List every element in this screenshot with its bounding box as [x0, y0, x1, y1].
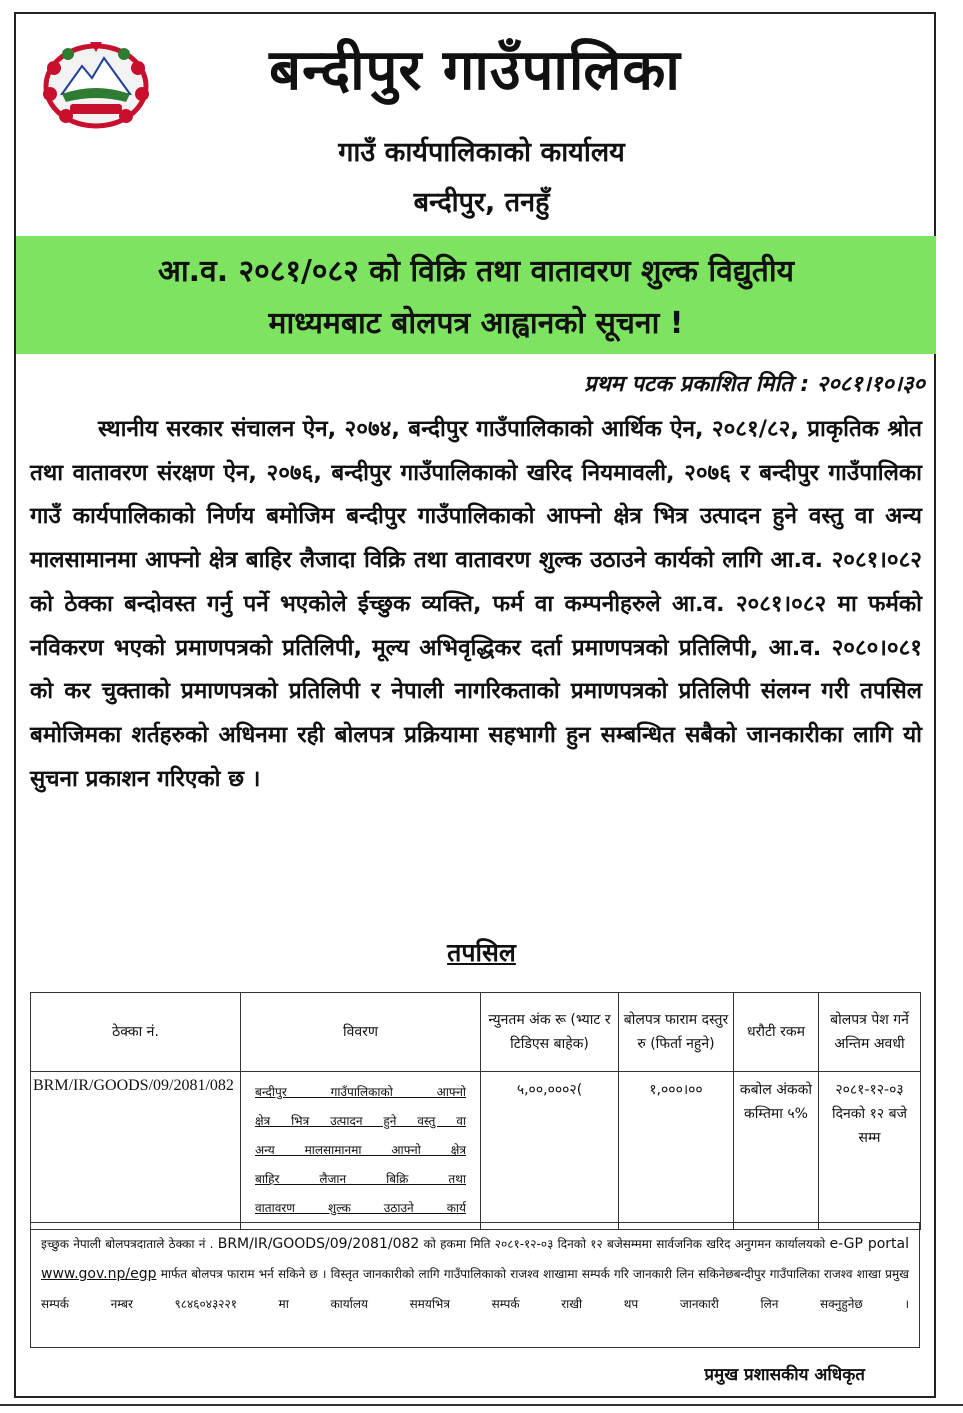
col-header-deposit: धरौटी रकम: [734, 993, 819, 1072]
note-text-2: को हकमा मिति २०८१-१२-०३ दिनको १२ बजेसम्ममा सार्वजनिक खरिद अनुगमन कार्यालयको: [423, 1237, 826, 1251]
col-header-ref: ठेक्का नं.: [31, 993, 241, 1072]
note-text-3: मार्फत बोलपत्र फाराम भर्न सकिने छ । विस्तृत जानकारीको लागि गाउँपालिकाको राजश्व शाखामा सम्पर्क गरि जानकारी लिन सकिनेछबन्दीपुर गाउँपालिका राजश्व शाखा प्रमुख सम्पर्क नम्बर ९८४६०४३२२१ मा कार्यालय समयभित्र सम्पर्क राखी थप जानकारी लिन सक्नुहुनेछ ।: [41, 1267, 909, 1311]
note-ref: BRM/IR/GOODS/09/2081/082: [217, 1236, 420, 1252]
cell-desc: [241, 1072, 481, 1230]
col-header-deadline: बोलपत्र पेश गर्ने अन्तिम अवधी: [819, 993, 921, 1072]
tender-table: [30, 992, 921, 1230]
cell-form-fee: १,०००।००: [619, 1072, 734, 1230]
cell-deadline: २०८१-१२-०३ दिनको १२ बजे सम्म: [819, 1072, 921, 1230]
office-name: गाउँ कार्यपालिकाको कार्यालय: [338, 137, 625, 168]
desc-line: अन्य मालसामानमा आफ्नो क्षेत्र: [255, 1143, 466, 1157]
office-address: बन्दीपुर, तनहुँ: [413, 187, 550, 218]
desc-line: बाहिर लैजान बिक्रि तथा: [255, 1172, 466, 1186]
col-header-form-fee: बोलपत्र फाराम दस्तुर रु (फिर्ता नहुने): [619, 993, 734, 1072]
banner-line-1: आ.व. २०८१/०८२ को विक्रि तथा वातावरण शुल्क विद्युतीय: [157, 254, 795, 289]
table-header-row: [31, 993, 921, 1072]
col-header-desc: विवरण: [241, 993, 481, 1072]
cell-ref: BRM/IR/GOODS/09/2081/082: [31, 1072, 241, 1230]
table-row: [31, 1072, 921, 1230]
egp-portal-link[interactable]: www.gov.np/egp: [41, 1266, 157, 1282]
bottom-rule: [0, 1404, 963, 1406]
cell-deposit: कबोल अंकको कम्तिमा ५%: [734, 1072, 819, 1230]
desc-line: बन्दीपुर गाउँपालिकाको आफ्नो: [255, 1085, 466, 1099]
signature-title: प्रमुख प्रशासकीय अधिकृत: [704, 1365, 865, 1385]
publication-date: प्रथम पटक प्रकाशित मिति : २०८१।१०।३०: [584, 372, 925, 397]
desc-line: वातावरण शुल्क उठाउने कार्य: [255, 1201, 466, 1215]
egp-note: [30, 1222, 920, 1348]
cell-min-bid: ५,००,०००२(: [481, 1072, 619, 1230]
banner-line-2: माध्यमबाट बोलपत्र आह्वानको सूचना !: [268, 306, 684, 341]
nepal-emblem-icon: [40, 36, 152, 132]
egp-portal-label: e-GP portal: [829, 1236, 909, 1252]
col-header-min-bid: न्युनतम अंक रू (भ्याट र टिडिएस बाहेक): [481, 993, 619, 1072]
note-text-1: इच्छुक नेपाली बोलपत्रदाताले ठेक्का नं .: [41, 1237, 214, 1251]
municipality-title: बन्दीपुर गाउँपालिका: [269, 38, 681, 103]
notice-body: स्थानीय सरकार संचालन ऐन, २०७४, बन्दीपुर गाउँपालिकाको आर्थिक ऐन, २०८१/८२, प्राकृतिक श्रोत तथा वातावरण संरक्षण ऐन, २०७६, बन्दीपुर गाउँपालिकाको खरिद नियमावली, २०७६ र बन्दीपुर गाउँपालिका गाउँ कार्यपालिकाको निर्णय बमोजिम बन्दीपुर गाउँपालिकाको आफ्नो क्षेत्र भित्र उत्पादन हुने वस्तु वा अन्य मालसामानमा आफ्नो क्षेत्र बाहिर लैजादा विक्रि तथा वातावरण शुल्क उठाउने कार्यको लागि आ.व. २०८१।०८२ को ठेक्का बन्दोवस्त गर्नु पर्ने भएकोले ईच्छुक व्यक्ति, फर्म वा कम्पनीहरुले आ.व. २०८१।०८२ मा फर्मको नविकरण भएको प्रमाणपत्रको प्रतिलिपी, मूल्य अभिवृद्धिकर दर्ता प्रमाणपत्रको प्रतिलिपी, आ.व. २०८०।०८१ को कर चुक्ताको प्रमाणपत्रको प्रतिलिपी र नेपाली नागरिकताको प्रमाणपत्रको प्रतिलिपी संलग्न गरी तपसिल बमोजिमका शर्तहरुको अधिनमा रही बोलपत्र प्रक्रियामा सहभागी हुन सम्बन्धित सबैको जानकारीका लागि यो सुचना प्रकाशन गरिएको छ ।: [30, 416, 922, 792]
notice-banner: [16, 236, 936, 354]
schedule-heading: तपसिल: [447, 938, 516, 967]
desc-line: क्षेत्र भित्र उत्पादन हुने वस्तु वा: [255, 1114, 466, 1128]
